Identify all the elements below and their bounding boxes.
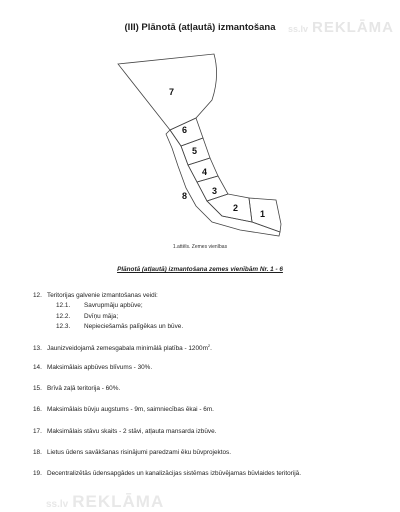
item-text: Maksimālais būvju augstums - 9m, saimniecības ēkai - 6m.: [47, 406, 214, 413]
list-item-13: [33, 343, 212, 352]
list-item-17: [33, 428, 216, 435]
parcel-label-2: 2: [233, 203, 239, 213]
watermark-big-text: REKLĀMA: [72, 492, 165, 511]
sub-item-12-3: [56, 323, 183, 330]
parcel-label-1: 1: [260, 209, 266, 219]
item-text: Brīvā zaļā teritorija - 60%.: [47, 385, 121, 392]
parcel-7: [118, 54, 217, 130]
item-text: Lietus ūdens savākšanas risinājumi paredzami ēku būvprojektos.: [47, 449, 232, 456]
sub-item-number: 12.2.: [56, 313, 71, 320]
parcel-label-7: 7: [169, 87, 175, 97]
sub-item-number: 12.1.: [56, 302, 71, 309]
item-number: 15.: [33, 385, 42, 392]
list-item-12: [33, 292, 158, 299]
list-item-15: [33, 385, 120, 392]
list-item-18: [33, 449, 231, 456]
sub-item-text: Nepieciešamās palīgēkas un būve.: [84, 323, 184, 330]
watermark-big-text: REKLĀMA: [312, 19, 394, 36]
list-item-19: [33, 470, 301, 477]
parcel-label-8: 8: [182, 191, 188, 201]
sub-item-12-1: [56, 302, 143, 309]
watermark-small-text: ss.lv: [46, 499, 69, 510]
sub-item-text: Dvīņu māja;: [84, 313, 119, 320]
sub-item-number: 12.3.: [56, 323, 71, 330]
watermark-bottom: [46, 492, 164, 512]
parcel-label-4: 4: [202, 167, 208, 177]
item-number: 13.: [33, 345, 42, 353]
parcel-label-3: 3: [212, 186, 218, 196]
item-text: Decentralizētās ūdensapgādes un kanalizācijas sistēmas izbūvējamas būvlaides teritorijā.: [47, 470, 301, 477]
map-caption: 1.attēls. Zemes vienības: [172, 244, 228, 250]
item-number: 16.: [33, 406, 42, 413]
list-item-14: [33, 364, 152, 371]
item-number: 12.: [33, 292, 42, 299]
item-text: Teritorijas galvenie izmantošanas veidi:: [47, 292, 158, 299]
item-number: 18.: [33, 449, 42, 456]
parcel-8: [166, 130, 280, 236]
sub-item-12-2: [56, 313, 118, 320]
item-text: Maksimālais apbūves blīvums - 30%.: [47, 364, 153, 371]
parcel-label-5: 5: [192, 146, 198, 156]
item-text: Maksimālais stāvu skaits - 2 stāvi, atļauta mansarda izbūve.: [47, 428, 217, 435]
page-title: (III) Plānotā (atļautā) izmantošana: [124, 22, 276, 33]
parcel-map: [0, 0, 400, 250]
sub-item-text: Savrupmāju apbūve;: [84, 302, 143, 309]
list-item-16: [33, 406, 214, 413]
item-number: 19.: [33, 470, 42, 477]
parcel-label-6: 6: [182, 125, 188, 135]
item-number: 17.: [33, 428, 42, 435]
watermark-small-text: ss.lv: [287, 24, 308, 34]
section-heading: Plānotā (atļautā) izmantošana zemes vienībām Nr. 1 - 6: [117, 266, 283, 273]
item-text: Jaunizveidojamā zemesgabala minimālā platība - 1200m: [47, 345, 208, 353]
item-number: 14.: [33, 364, 42, 371]
item-tail: .: [210, 345, 212, 353]
item-superscript: 2: [207, 343, 211, 348]
